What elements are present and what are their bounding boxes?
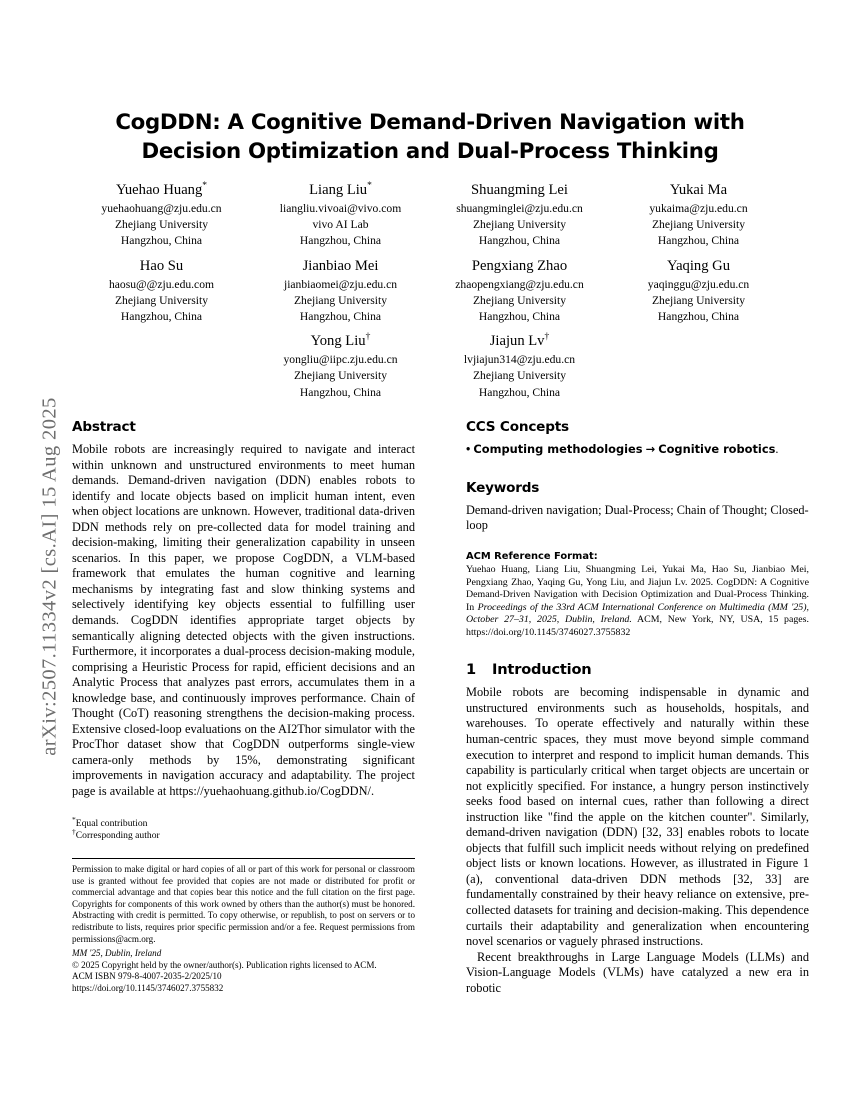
- author-entry: [251, 180, 430, 250]
- author-marker: †: [365, 332, 371, 343]
- author-row: [72, 180, 788, 250]
- author-name-text: Yukai Ma: [669, 182, 728, 198]
- author-affiliation: Zhejiang University: [651, 218, 746, 232]
- footnote-corresponding-text: Corresponding author: [75, 830, 160, 842]
- author-name: [253, 331, 428, 351]
- author-name-text: Pengxiang Zhao: [471, 257, 568, 274]
- acm-reference-part2: ACM, New York, NY, USA, 15 pages. https://doi.org/10.1145/3746027.3755832: [466, 614, 809, 638]
- author-entry: [609, 256, 788, 326]
- author-entry: [251, 256, 430, 326]
- arxiv-stamp: [0, 0, 72, 1100]
- introduction-paragraph-2: Recent breakthroughs in Large Language Models (LLMs) and Vision-Language Models (VLMs) have catalyzed a new era in robotic: [466, 949, 809, 995]
- acm-reference-heading: ACM Reference Format:: [466, 550, 598, 562]
- author-email: zhaopengxiang@zju.edu.cn: [455, 277, 584, 291]
- ccs-period: .: [775, 442, 779, 456]
- spacer: [466, 458, 809, 480]
- author-affiliation: Zhejiang University: [651, 293, 746, 307]
- ccs-primary: Computing methodologies: [473, 442, 643, 456]
- author-affiliation: vivo AI Lab: [312, 218, 369, 232]
- footnote-marker-asterisk: *: [72, 814, 76, 824]
- copyright-rights: © 2025 Copyright held by the owner/author(s). Publication rights licensed to ACM.: [72, 959, 377, 970]
- copyright-venue: MM '25, Dublin, Ireland: [72, 948, 162, 959]
- author-location: Hangzhou, China: [299, 234, 382, 248]
- author-row: [72, 331, 788, 401]
- title-block: [72, 108, 788, 166]
- author-name-text: Yong Liu: [310, 333, 366, 350]
- author-entry: [72, 256, 251, 326]
- author-affiliation: Zhejiang University: [472, 369, 567, 383]
- author-entry: [609, 180, 788, 250]
- author-name-text: Shuangming Lei: [471, 182, 568, 198]
- author-entry: [430, 180, 609, 250]
- author-affiliation: Zhejiang University: [293, 369, 388, 383]
- author-marker: *: [202, 181, 208, 192]
- left-column: [72, 419, 415, 800]
- author-name: [253, 180, 428, 200]
- acm-reference-venue: Proceedings of the 33rd ACM International Conference on Multimedia (MM '25), October 27–31, 2025, Dublin, Ireland.: [466, 601, 809, 626]
- acm-reference-format: [466, 551, 809, 640]
- author-affiliation: Zhejiang University: [114, 218, 209, 232]
- author-name: [611, 256, 786, 276]
- author-email: yukaima@zju.edu.cn: [649, 202, 748, 215]
- author-email: yuehaohuang@zju.edu.cn: [101, 202, 222, 215]
- author-name: [611, 180, 786, 200]
- author-email: yongliu@iipc.zju.edu.cn: [283, 353, 398, 367]
- author-name: [74, 256, 249, 276]
- section-title: Introduction: [492, 661, 592, 679]
- copyright-block: [72, 864, 415, 995]
- author-name: [432, 256, 607, 276]
- author-entry: [72, 180, 251, 250]
- author-email: shuangminglei@zju.edu.cn: [456, 202, 583, 215]
- footnotes-block: [72, 814, 415, 843]
- author-email: haosu@@zju.edu.com: [108, 277, 215, 291]
- author-name: [432, 331, 607, 351]
- author-location: Hangzhou, China: [478, 310, 561, 324]
- abstract-heading: Abstract: [72, 419, 136, 435]
- author-marker: †: [544, 332, 550, 343]
- keywords-text: Demand-driven navigation; Dual-Process; Chain of Thought; Closed-loop: [466, 502, 809, 532]
- author-location: Hangzhou, China: [120, 310, 203, 324]
- keywords-heading: Keywords: [466, 479, 540, 496]
- footnote-divider: [72, 858, 415, 859]
- author-name-text: Jiajun Lv: [489, 333, 545, 350]
- copyright-isbn: ACM ISBN 979-8-4007-2035-2/2025/10: [72, 971, 222, 982]
- ccs-bullet: •: [466, 442, 471, 456]
- author-name-text: Yuehao Huang: [115, 182, 203, 198]
- author-name: [432, 180, 607, 200]
- authors-block: [72, 180, 788, 401]
- ccs-arrow-icon: →: [645, 442, 656, 456]
- ccs-secondary: Cognitive robotics: [658, 442, 776, 456]
- author-email: liangliu.vivoai@vivo.com: [279, 202, 402, 215]
- page-title: CogDDN: A Cognitive Demand-Driven Navigation with Decision Optimization and Dual-Process Thinking: [115, 110, 745, 164]
- author-entry: [251, 331, 430, 401]
- ccs-heading: CCS Concepts: [466, 419, 569, 435]
- right-column: [466, 419, 809, 996]
- footnote-marker-dagger: †: [72, 827, 76, 837]
- author-name: [74, 180, 249, 200]
- footnote-corresponding-author: [72, 827, 415, 842]
- author-row: [72, 256, 788, 326]
- spacer: [466, 534, 809, 551]
- author-name-text: Jianbiao Mei: [302, 257, 379, 274]
- arxiv-stamp-text: arXiv:2507.11334v2 [cs.AI] 15 Aug 2025: [38, 397, 61, 756]
- author-name-text: Yaqing Gu: [667, 257, 730, 274]
- author-email: lvjiajun314@zju.edu.cn: [463, 353, 576, 367]
- acm-reference-part1: Yuehao Huang, Liang Liu, Shuangming Lei, Yukai Ma, Hao Su, Jianbiao Mei, Pengxiang Zhao, Yaqing Gu, Yong Liu, and Jiajun Lv. 2025. CogDDN: A Cognitive Demand-Driven Navigation with Decision Optimization and Dual-Process Thinking. In: [466, 564, 809, 613]
- author-email: yaqinggu@zju.edu.cn: [647, 277, 750, 291]
- author-marker: *: [367, 181, 372, 192]
- abstract-text: Mobile robots are increasingly required to navigate and interact within unknown and unstructured environments to meet human demands. Demand-driven navigation (DDN) enables robots to identify and locate objects based on implicit human intent, even when object locations are unknown. However, traditional data-driven DDN methods rely on pre-collected data for model training and decision-making, limiting their generalization capability in unseen scenarios. In this paper, we propose CogDDN, a VLM-based framework that emulates the human cognitive and learning mechanisms by integrating fast and slow thinking systems and selectively identifying key objects essential to fulfilling user demands. CogDDN identifies appropriate target objects by semantically aligning detected objects with the given instructions. Furthermore, it incorporates a dual-process decision-making module, comprising a Heuristic Process for rapid, efficient decisions and an Analytic Process that analyzes past errors, accumulates them in a knowledge base, and continuously improves performance. Chain of Thought (CoT) reasoning strengthens the decision-making process. Extensive closed-loop evaluations on the AI2Thor simulator with the ProcThor dataset show that CogDDN outperforms single-view camera-only methods by 15%, demonstrating significant improvements in navigation accuracy and adaptability. The project page is available at https://yuehaohuang.github.io/CogDDN/.: [72, 442, 415, 799]
- author-location: Hangzhou, China: [120, 234, 203, 248]
- footnote-equal-text: Equal contribution: [75, 818, 148, 829]
- author-location: Hangzhou, China: [299, 385, 382, 399]
- introduction-paragraph-1: Mobile robots are becoming indispensable in dynamic and unstructured environments such as households, hospitals, and warehouses. To operate effectively and naturally within these human-centric spaces, they must move beyond simple command execution to interpret and respond to implicit human demands. This capability is particularly critical when target objects are uncertain or not explicitly specified. For instance, a hungry person instinctively seeks food based on internal cues, rather than following a direct instruction like "find the apple on the kitchen counter". Similarly, demand-driven navigation (DDN) [32, 33] enables robots to locate objects that fulfill such implicit needs without relying on predefined object lists or known locations. However, as illustrated in Figure 1 (a), conventional data-driven DDN methods [32, 33] are fundamentally constrained by their heavy reliance on extensive, pre-collected datasets for training and decision-making. This dependence curtails their adaptability and generalization when encountering novel scenarios or vaguely phrased instructions.: [466, 685, 809, 949]
- author-location: Hangzhou, China: [299, 310, 382, 324]
- author-name: [253, 256, 428, 276]
- copyright-doi: https://doi.org/10.1145/3746027.3755832: [72, 982, 224, 993]
- copyright-permission: Permission to make digital or hard copies of all or part of this work for personal or classroom use is granted without fee provided that copies are not made or distributed for profit or commercial advantage and that copies bear this notice and the full citation on the first page. Copyrights for components of this work owned by others than the author(s) must be honored. Abstracting with credit is permitted. To copy otherwise, or republish, to post on servers or to redistribute to lists, requires prior specific permission and/or a fee. Request permissions from permissions@acm.org.: [72, 864, 415, 944]
- spacer: [466, 639, 809, 661]
- author-entry: [430, 331, 609, 401]
- author-email: jianbiaomei@zju.edu.cn: [283, 277, 398, 291]
- section-number: 1: [466, 661, 476, 679]
- author-affiliation: Zhejiang University: [472, 293, 567, 307]
- author-affiliation: Zhejiang University: [114, 293, 209, 307]
- footnote-equal-contribution: [72, 814, 415, 830]
- author-affiliation: Zhejiang University: [293, 293, 388, 307]
- author-name-text: Liang Liu: [309, 182, 368, 198]
- author-location: Hangzhou, China: [657, 234, 740, 248]
- author-affiliation: Zhejiang University: [472, 218, 567, 232]
- author-location: Hangzhou, China: [478, 385, 561, 399]
- ccs-concepts: [466, 442, 809, 458]
- introduction-heading: [466, 661, 809, 678]
- author-name-text: Hao Su: [139, 257, 184, 274]
- author-location: Hangzhou, China: [478, 234, 561, 248]
- author-entry: [430, 256, 609, 326]
- author-location: Hangzhou, China: [657, 310, 740, 324]
